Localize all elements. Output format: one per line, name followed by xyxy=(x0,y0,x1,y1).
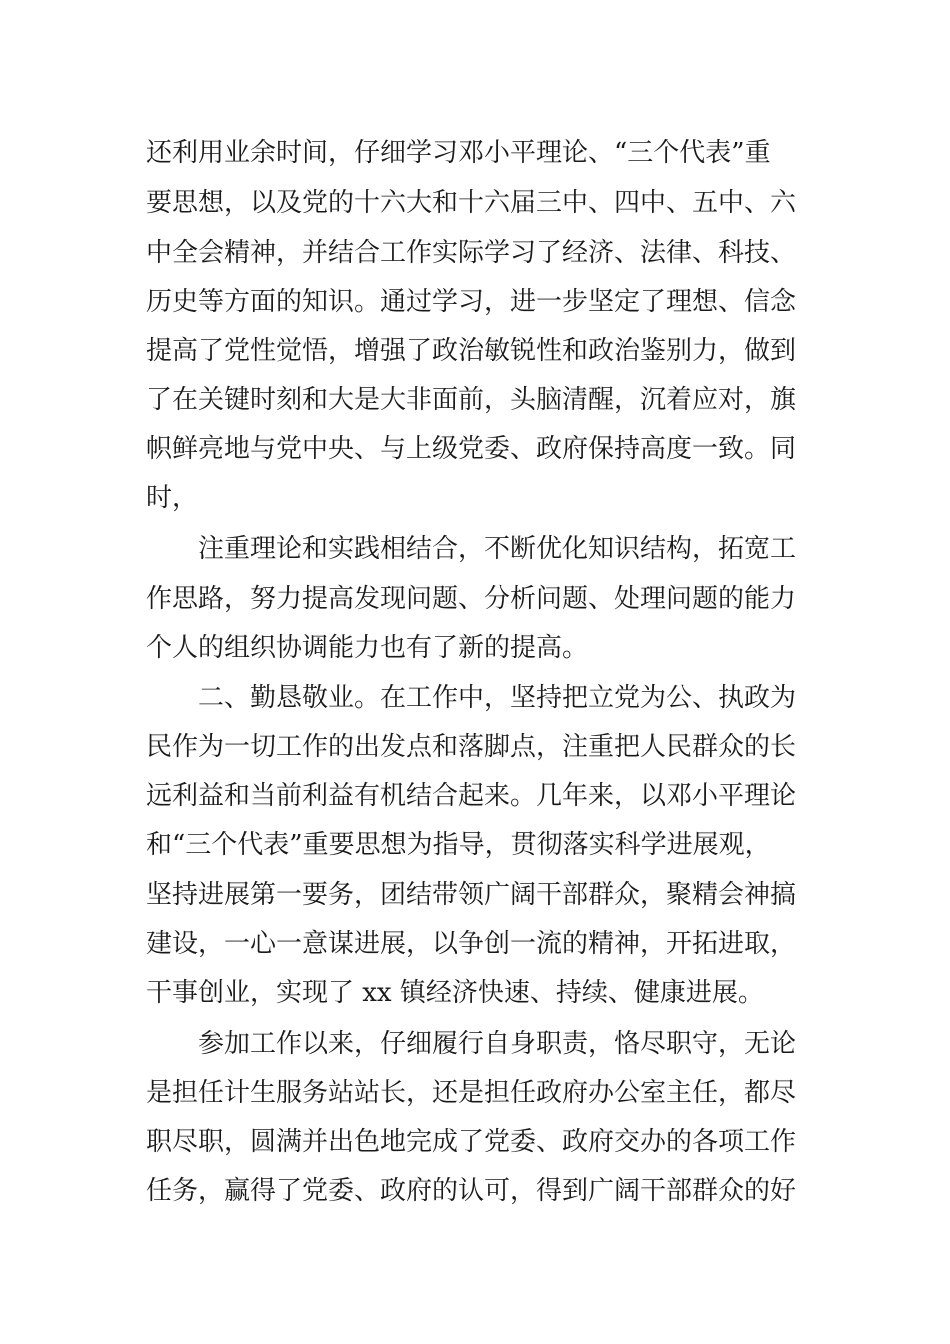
paragraph-first-line: 注重理论和实践相结合，不断优化知识结构，拓宽工 xyxy=(198,534,797,564)
text-line: 了在关键时刻和大是大非面前，头脑清醒，沉着应对，旗 xyxy=(146,385,797,415)
text-line: 任务，赢得了党委、政府的认可，得到广阔干部群众的好 xyxy=(146,1176,797,1206)
text-line: 时， xyxy=(146,483,199,513)
text-line: 坚持进展第一要务，团结带领广阔干部群众，聚精会神搞 xyxy=(146,880,797,910)
text-line: 个人的组织协调能力也有了新的提高。 xyxy=(146,633,589,663)
text-line: 职尽职，圆满并出色地完成了党委、政府交办的各项工作 xyxy=(146,1127,797,1157)
text-line: 作思路，努力提高发现问题、分析问题、处理问题的能力 xyxy=(146,584,797,614)
paragraph-first-line: 二、勤恳敬业。在工作中，坚持把立党为公、执政为 xyxy=(198,683,797,713)
text-line: 干事创业，实现了 xx 镇经济快速、持续、健康进展。 xyxy=(146,978,764,1008)
text-line: 中全会精神，并结合工作实际学习了经济、法律、科技、 xyxy=(146,238,797,268)
paragraph-first-line: 参加工作以来，仔细履行自身职责，恪尽职守，无论 xyxy=(198,1029,797,1059)
text-line: 要思想，以及党的十六大和十六届三中、四中、五中、六 xyxy=(146,188,797,218)
text-line: 是担任计生服务站站长，还是担任政府办公室主任，都尽 xyxy=(146,1078,797,1108)
text-line: 民作为一切工作的出发点和落脚点，注重把人民群众的长 xyxy=(146,732,797,762)
text-line: 历史等方面的知识。通过学习，进一步坚定了理想、信念 xyxy=(146,287,797,317)
text-line: 远利益和当前利益有机结合起来。几年来，以邓小平理论 xyxy=(146,781,797,811)
text-line: 提高了党性觉悟，增强了政治敏锐性和政治鉴别力，做到 xyxy=(146,336,797,366)
text-line: 建设，一心一意谋进展，以争创一流的精神，开拓进取， xyxy=(146,929,797,959)
text-line: 和“三个代表”重要思想为指导，贯彻落实科学进展观， xyxy=(146,830,771,860)
text-line: 还利用业余时间，仔细学习邓小平理论、“三个代表”重 xyxy=(146,138,771,168)
text-line: 帜鲜亮地与党中央、与上级党委、政府保持高度一致。同 xyxy=(146,434,797,464)
